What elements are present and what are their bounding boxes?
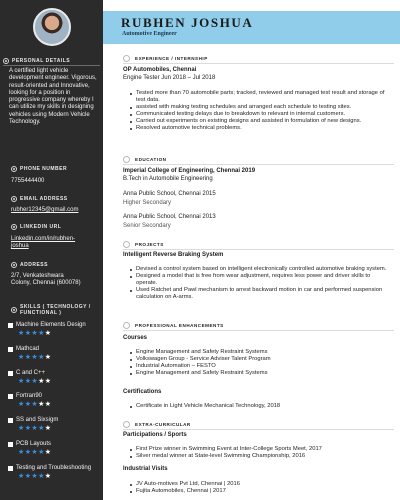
star-icon: ★ bbox=[38, 378, 45, 385]
mail-icon bbox=[11, 196, 17, 202]
skill-rating bbox=[18, 330, 100, 337]
star-icon: ★ bbox=[31, 401, 39, 408]
sports-title: Participations / Sports bbox=[123, 432, 187, 438]
star-icon: ★ bbox=[44, 449, 52, 456]
skill-rating bbox=[18, 449, 100, 456]
star-icon: ★ bbox=[38, 401, 45, 408]
certifications-list bbox=[129, 403, 391, 410]
star-icon: ★ bbox=[44, 401, 52, 408]
education-school: Imperial College of Engineering, Chennai 2019 bbox=[123, 168, 256, 174]
star-icon: ★ bbox=[38, 425, 45, 432]
email-heading: EMAIL ADDRESS bbox=[11, 196, 68, 202]
address-text: 2/7, Venkateshwara Colony, Chennai (600078) bbox=[11, 273, 81, 287]
skill-item bbox=[8, 465, 100, 480]
address-heading: ADDRESS bbox=[11, 262, 48, 268]
divider bbox=[123, 63, 394, 64]
skill-rating bbox=[18, 425, 100, 432]
list-item: Silver medal winner at State-level Swimming Championship, 2016 bbox=[129, 453, 391, 460]
star-icon: ★ bbox=[44, 330, 52, 337]
divider bbox=[123, 330, 394, 331]
personal-details-heading: PERSONAL DETAILS bbox=[3, 58, 70, 64]
linkedin-heading: LINKEDIN URL bbox=[11, 224, 61, 230]
education-detail: B.Tech in Automobile Engineering bbox=[123, 176, 213, 182]
star-icon: ★ bbox=[24, 473, 32, 480]
user-icon bbox=[3, 58, 9, 64]
professional-heading: PROFESSIONAL ENHANCEMENTS bbox=[123, 322, 224, 329]
skill-bullet-icon bbox=[8, 394, 13, 399]
experience-company: OP Automobiles, Chennai bbox=[123, 67, 197, 73]
phone-number: 7755444400 bbox=[11, 178, 45, 184]
skill-item bbox=[8, 393, 100, 408]
experience-heading: EXPERIENCE / INTERNSHIP bbox=[123, 55, 208, 62]
divider bbox=[123, 249, 394, 250]
star-icon: ★ bbox=[44, 425, 52, 432]
skill-row bbox=[8, 441, 100, 448]
gear-icon bbox=[123, 241, 130, 248]
skill-name: PCB Layouts bbox=[16, 441, 52, 447]
sidebar bbox=[0, 0, 103, 500]
skill-rating bbox=[18, 401, 100, 408]
skill-name: SS and Sixsigm bbox=[16, 417, 59, 423]
phone-icon bbox=[11, 166, 17, 172]
star-icon: ★ bbox=[38, 330, 45, 337]
star-icon: ★ bbox=[38, 354, 45, 361]
star-icon: ★ bbox=[24, 330, 32, 337]
skill-name: Testing and Troubleshooting bbox=[16, 465, 92, 471]
skill-row bbox=[8, 322, 100, 329]
skill-bullet-icon bbox=[8, 347, 13, 352]
location-icon bbox=[11, 262, 17, 268]
star-icon: ★ bbox=[38, 473, 45, 480]
star-icon: ★ bbox=[24, 354, 32, 361]
graduation-cap-icon bbox=[123, 156, 130, 163]
star-icon: ★ bbox=[18, 473, 25, 480]
skill-bullet-icon bbox=[8, 442, 13, 447]
star-icon: ★ bbox=[18, 330, 25, 337]
star-icon: ★ bbox=[31, 354, 39, 361]
education-school: Anna Public School, Chennai 2013 bbox=[123, 214, 216, 220]
star-icon: ★ bbox=[18, 449, 25, 456]
star-icon: ★ bbox=[44, 473, 52, 480]
star-icon: ★ bbox=[31, 449, 39, 456]
candidate-role: Automotive Engineer bbox=[122, 31, 177, 37]
star-icon: ★ bbox=[38, 449, 45, 456]
personal-summary: A certified light vehicle development engineer. Vigorous, result-oriented and Innovative, looking for a position in progressive company whereby I can utilize my skills in designing vehicles using Modern Vehicle Technology. bbox=[9, 68, 97, 126]
list-item: Engine Management and Safety Restraint Systems bbox=[129, 370, 391, 377]
projects-heading: PROJECTS bbox=[123, 241, 164, 248]
phone-heading: PHONE NUMBER bbox=[11, 166, 67, 172]
star-icon: ★ bbox=[24, 378, 32, 385]
skill-bullet-icon bbox=[8, 466, 13, 471]
skill-rating bbox=[18, 473, 100, 480]
star-icon: ★ bbox=[18, 354, 25, 361]
star-icon: ★ bbox=[31, 425, 39, 432]
list-item: JV Auto-motives Pvt Ltd, Chennai | 2016 bbox=[129, 481, 391, 488]
education-detail: Senior Secondary bbox=[123, 223, 171, 229]
project-title: Intelligent Reverse Braking System bbox=[123, 252, 224, 258]
linkedin-icon bbox=[11, 224, 17, 230]
star-icon: ★ bbox=[24, 449, 32, 456]
sports-list bbox=[129, 446, 391, 460]
linkedin-link[interactable]: Linkedin.com/in/rubhen-joshua bbox=[11, 236, 76, 250]
project-bullets bbox=[129, 266, 391, 301]
divider bbox=[123, 164, 394, 165]
star-icon bbox=[123, 322, 130, 329]
skill-name: Machine Elements Design bbox=[16, 322, 86, 328]
courses-title: Courses bbox=[123, 335, 148, 341]
skill-row bbox=[8, 370, 100, 377]
skills-heading: SKILLS ( TECHNOLOGY / FUNCTIONAL ) bbox=[11, 304, 99, 316]
list-item: Resolved automotive technical problems. bbox=[129, 125, 391, 132]
list-item: Tested more than 70 automobile parts; tracked, reviewed and managed test result and storage of test data. bbox=[129, 90, 391, 104]
skill-row bbox=[8, 346, 100, 353]
candidate-name: RUBHEN JOSHUA bbox=[121, 15, 254, 30]
star-icon: ★ bbox=[31, 378, 39, 385]
skill-rating bbox=[18, 378, 100, 385]
experience-position: Engine Tester Jun 2018 – Jul 2018 bbox=[123, 75, 216, 81]
list-item: Industrial Automation – FESTO bbox=[129, 363, 391, 370]
star-icon: ★ bbox=[31, 473, 39, 480]
list-item: Engine Management and Safety Restraint Systems bbox=[129, 349, 391, 356]
skill-bullet-icon bbox=[8, 323, 13, 328]
tools-icon bbox=[11, 307, 17, 313]
industrial-visits-list bbox=[129, 481, 391, 495]
skill-row bbox=[8, 465, 100, 472]
education-school: Anna Public School, Chennai 2015 bbox=[123, 191, 216, 197]
skill-item bbox=[8, 370, 100, 385]
list-item: Carried out experiments on existing designs and assisted in formulation of new designs. bbox=[129, 118, 391, 125]
list-item: Designed a model that is free from wear adjustment, requires less power and driver skills to operate. bbox=[129, 273, 391, 287]
trophy-icon bbox=[123, 421, 130, 428]
skill-item bbox=[8, 441, 100, 456]
skill-bullet-icon bbox=[8, 371, 13, 376]
courses-list bbox=[129, 349, 391, 377]
skill-item bbox=[8, 346, 100, 361]
skill-name: Fortran90 bbox=[16, 393, 43, 399]
star-icon: ★ bbox=[18, 401, 25, 408]
skill-row bbox=[8, 417, 100, 424]
list-item: Communicated testing delays due to breakdown to relevant in internal customers. bbox=[129, 111, 391, 118]
divider bbox=[123, 429, 394, 430]
email-link[interactable]: rubher12345@gmail.com bbox=[11, 207, 79, 213]
skill-name: Mathcad bbox=[16, 346, 40, 352]
profile-photo bbox=[33, 8, 71, 46]
briefcase-icon bbox=[123, 55, 130, 62]
skill-name: C and C++ bbox=[16, 370, 46, 376]
list-item: Devised a control system based on intelligent electronically controlled automotive braking system. bbox=[129, 266, 391, 273]
list-item: First Prize winner in Swimming Event at Inter-College Sports Meet, 2017 bbox=[129, 446, 391, 453]
education-detail: Higher Secondary bbox=[123, 200, 172, 206]
star-icon: ★ bbox=[44, 354, 52, 361]
skill-bullet-icon bbox=[8, 418, 13, 423]
list-item: assisted with making testing schedules and arranged each schedule to testing sites. bbox=[129, 104, 391, 111]
list-item: Volkswagen Group - Service Adviser Talent Program bbox=[129, 356, 391, 363]
experience-bullets bbox=[129, 90, 391, 132]
skill-rating bbox=[18, 354, 100, 361]
list-item: Used Ratchet and Pawl mechanism to arrest backward motion in car and performed suspension calculation on A-arms. bbox=[129, 287, 391, 301]
skill-item bbox=[8, 417, 100, 432]
star-icon: ★ bbox=[18, 425, 25, 432]
list-item: Certificate in Light Vehicle Mechanical Technology, 2018 bbox=[129, 403, 391, 410]
star-icon: ★ bbox=[31, 330, 39, 337]
education-heading: EDUCATION bbox=[123, 156, 166, 163]
star-icon: ★ bbox=[24, 401, 32, 408]
certifications-title: Certifications bbox=[123, 389, 162, 395]
star-icon: ★ bbox=[44, 378, 52, 385]
divider bbox=[3, 65, 100, 66]
extra-curricular-heading: EXTRA-CURRICULAR bbox=[123, 421, 191, 428]
star-icon: ★ bbox=[18, 378, 25, 385]
list-item: Fujita Automobiles, Chennai | 2017 bbox=[129, 488, 391, 495]
skill-row bbox=[8, 393, 100, 400]
industrial-visits-title: Industrial Visits bbox=[123, 466, 168, 472]
star-icon: ★ bbox=[24, 425, 32, 432]
skill-item bbox=[8, 322, 100, 337]
